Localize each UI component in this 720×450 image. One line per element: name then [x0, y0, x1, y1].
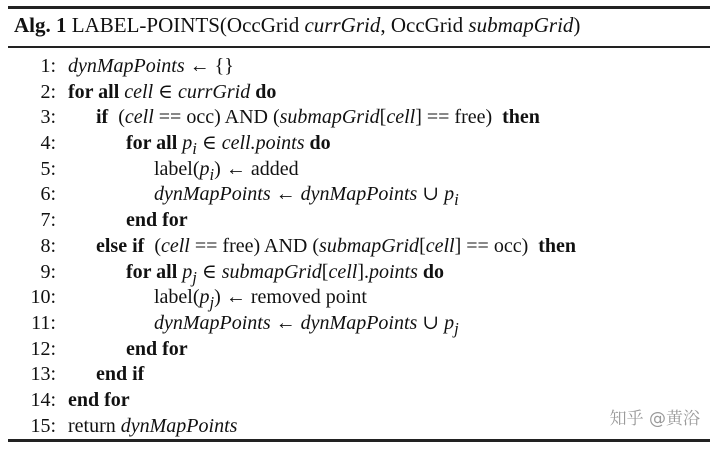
top-rule: [8, 6, 710, 9]
code-var: p: [444, 311, 455, 334]
code-subscript: j: [209, 293, 215, 313]
code-text: ].: [357, 260, 369, 283]
code-text: ← {}: [184, 55, 234, 77]
line-number: 14:: [30, 388, 56, 411]
algorithm-line-10: [8, 285, 710, 311]
code-var: dynMapPoints: [68, 55, 185, 77]
algorithm-line-2: [8, 80, 710, 106]
code-text: ∈: [153, 80, 178, 103]
line-number: 7:: [40, 209, 56, 232]
code-text: ] == free): [415, 106, 503, 129]
code-text: ∪: [417, 311, 445, 334]
code-text: ) ← added: [214, 157, 299, 180]
code-text: (: [144, 234, 161, 257]
keyword: do: [255, 80, 277, 103]
keyword: if: [96, 106, 109, 129]
param2-type: OccGrid: [390, 13, 464, 37]
keyword: do: [422, 260, 445, 283]
code-var: dynMapPoints: [300, 311, 418, 334]
code-var: p: [182, 260, 193, 283]
code-var: points: [368, 260, 418, 283]
param2-name: submapGrid: [468, 13, 574, 37]
keyword: end if: [96, 363, 145, 386]
param1-name: currGrid: [304, 13, 381, 37]
keyword: end for: [68, 388, 130, 411]
code-text: [: [379, 106, 387, 129]
keyword: for all: [126, 132, 178, 155]
code-var: submapGrid: [221, 260, 322, 283]
algorithm-line-4: [8, 131, 710, 157]
line-number: 3:: [40, 106, 56, 129]
code-text: == free) AND (: [189, 234, 320, 257]
code-text: ] == occ): [454, 234, 539, 257]
code-var: dynMapPoints: [154, 183, 271, 206]
code-text: (: [108, 106, 125, 129]
line-number: 1:: [40, 55, 56, 77]
algorithm-line-9: [8, 260, 710, 286]
code-subscript: i: [209, 164, 215, 184]
code-var: cell: [328, 260, 358, 283]
line-number: 2:: [40, 80, 56, 103]
code-text: [: [321, 260, 329, 283]
keyword: end for: [126, 337, 188, 360]
code-text: label(: [154, 157, 200, 180]
code-subscript: j: [454, 318, 459, 338]
code-var: dynMapPoints: [300, 183, 418, 206]
line-number: 12:: [30, 337, 56, 360]
line-number: 6:: [40, 183, 56, 206]
line-number: 15:: [30, 414, 56, 437]
line-number: 11:: [31, 311, 56, 334]
algorithm-line-8: [8, 234, 710, 260]
algorithm-line-7: [8, 208, 710, 234]
line-number: 9:: [40, 260, 56, 283]
code-text: ←: [270, 183, 301, 206]
code-text: ∈: [196, 132, 222, 155]
code-var: cell: [160, 234, 190, 257]
code-text: ←: [270, 311, 301, 334]
algorithm-box: [8, 6, 710, 442]
code-subscript: j: [192, 267, 197, 287]
algorithm-line-13: [8, 362, 710, 388]
line-number: 10:: [30, 286, 56, 309]
keyword: do: [309, 132, 331, 155]
algorithm-line-14: [8, 388, 710, 414]
algorithm-line-5: [8, 157, 710, 183]
algorithm-line-11: [8, 311, 710, 337]
code-var: cell.points: [221, 132, 305, 155]
keyword: for all: [68, 80, 120, 103]
code-var: currGrid: [177, 80, 251, 103]
code-var: submapGrid: [319, 234, 420, 257]
keyword: then: [538, 234, 577, 257]
algorithm-line-15: [8, 414, 710, 440]
algorithm-name: LABEL-POINTS: [71, 13, 220, 37]
code-text: ∈: [196, 260, 222, 283]
bottom-rule: [8, 439, 710, 442]
algorithm-line-3: [8, 105, 710, 131]
code-var: cell: [425, 234, 455, 257]
code-text: ∪: [417, 183, 445, 206]
code-var: dynMapPoints: [120, 414, 238, 437]
line-number: 5:: [40, 157, 56, 180]
code-var: dynMapPoints: [154, 311, 271, 334]
algorithm-header: Alg. 1 LABEL-POINTS(OccGrid currGrid, OccGrid submapGrid): [14, 13, 581, 37]
code-text: ) ← removed point: [214, 286, 367, 309]
keyword: else if: [96, 234, 145, 257]
code-var: p: [199, 286, 210, 309]
code-text: == occ) AND (: [153, 106, 280, 129]
code-var: submapGrid: [279, 106, 380, 129]
code-subscript: i: [192, 139, 197, 159]
algorithm-line-1: [8, 54, 710, 80]
keyword: then: [502, 106, 540, 129]
code-var: p: [444, 183, 455, 206]
line-number: 8:: [40, 234, 56, 257]
algorithm-line-6: [8, 182, 710, 208]
code-var: cell: [124, 106, 154, 129]
line-number: 13:: [30, 363, 56, 386]
algorithm-label: Alg. 1: [14, 13, 67, 37]
code-text: return: [68, 414, 121, 437]
header-rule: [8, 46, 710, 48]
code-text: [: [419, 234, 426, 257]
keyword: end for: [126, 209, 188, 232]
code-var: p: [182, 132, 193, 155]
code-var: cell: [124, 80, 154, 103]
algorithm-line-12: [8, 337, 710, 363]
algorithm-lines: [8, 54, 710, 439]
code-var: p: [199, 157, 210, 180]
watermark: 知乎 @黄浴: [609, 409, 700, 429]
line-number: 4:: [40, 132, 56, 155]
code-text: label(: [154, 286, 200, 309]
code-var: cell: [386, 106, 416, 129]
keyword: for all: [126, 260, 178, 283]
code-subscript: i: [454, 190, 459, 210]
param1-type: OccGrid: [226, 13, 300, 37]
